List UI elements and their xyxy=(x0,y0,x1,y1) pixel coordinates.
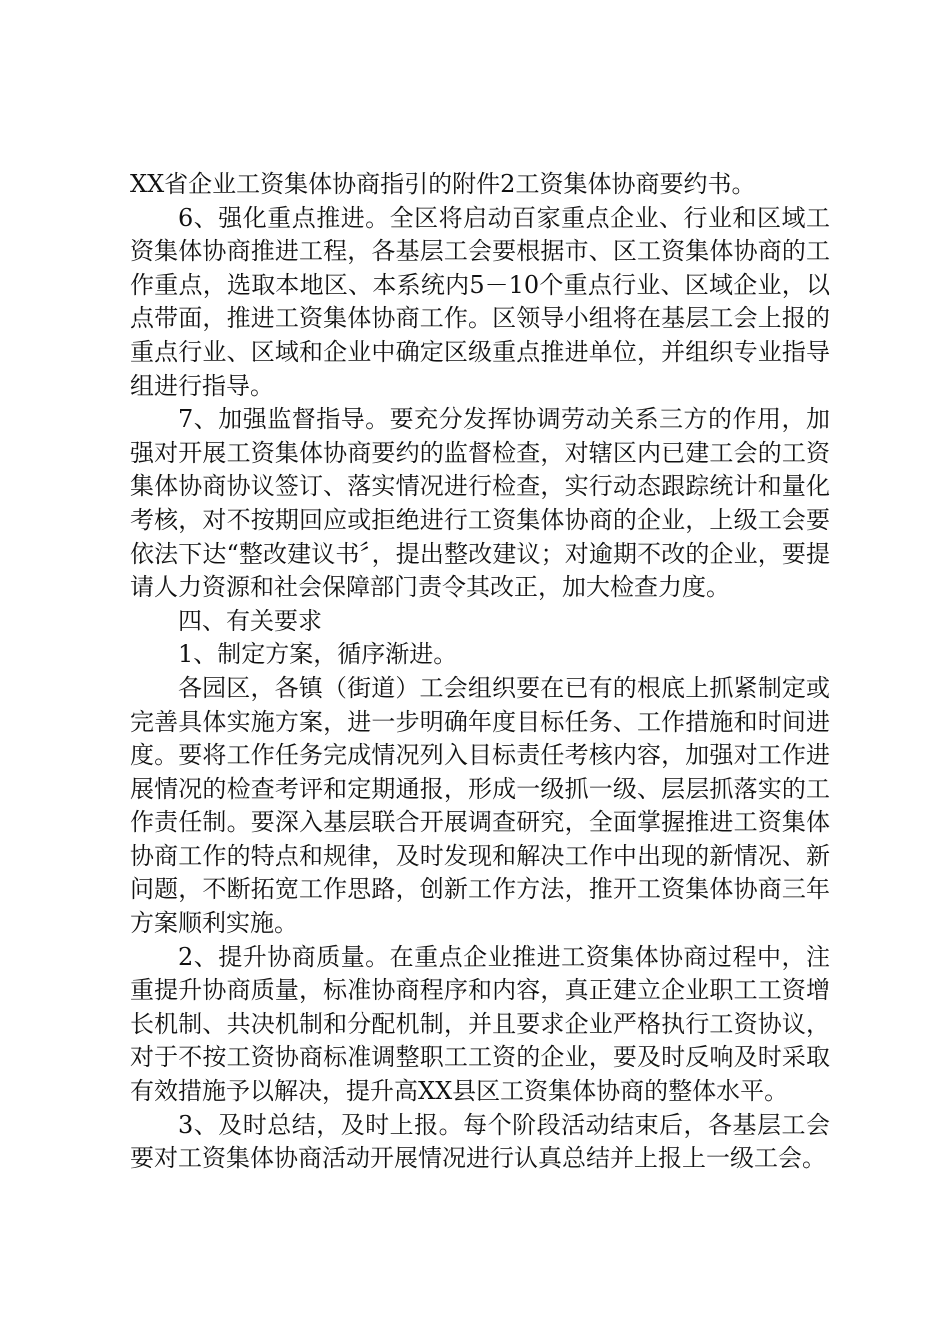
paragraph-item-6: 6、强化重点推进。全区将启动百家重点企业、行业和区域工资集体协商推进工程，各基层工会要根据市、区工资集体协商的工作重点，选取本地区、本系统内5－10个重点行业、区域企业，以点带面，推进工资集体协商工作。区领导小组将在基层工会上报的重点行业、区域和企业中确定区级重点推进单位，并组织专业指导组进行指导。 xyxy=(130,203,830,400)
paragraph-continuation: XX省企业工资集体协商指引的附件2工资集体协商要约书。 xyxy=(130,170,756,198)
section-heading: 四、有关要求 xyxy=(178,606,322,635)
paragraph-item-2: 2、提升协商质量。在重点企业推进工资集体协商过程中，注重提升协商质量，标准协商程序和内容，真正建立企业职工工资增长机制、共决机制和分配机制，并且要求企业严格执行工资协议，对于不按工资协商标准调整职工工资的企业，要及时反响及时采取有效措施予以解决，提升高XX县区工资集体协商的整体水平。 xyxy=(130,942,830,1106)
paragraph-body: 各园区，各镇（街道）工会组织要在已有的根底上抓紧制定或完善具体实施方案，进一步明确年度目标任务、工作措施和时间进度。要将工作任务完成情况列入目标责任考核内容，加强对工作进展情况的检查考评和定期通报，形成一级抓一级、层层抓落实的工作责任制。要深入基层联合开展调查研究，全面掌握推进工资集体协商工作的特点和规律，及时发现和解决工作中出现的新情况、新问题，不断拓宽工作思路，创新工作方法，推开工资集体协商三年方案顺利实施。 xyxy=(130,673,830,938)
paragraph-item-3: 3、及时总结，及时上报。每个阶段活动结束后，各基层工会要对工资集体协商活动开展情况进行认真总结并上报上一级工会。 xyxy=(130,1110,830,1173)
document-page xyxy=(130,168,830,1176)
paragraph-subheading-1: 1、制定方案，循序渐进。 xyxy=(178,640,458,669)
paragraph-item-7: 7、加强监督指导。要充分发挥协调劳动关系三方的作用，加强对开展工资集体协商要约的监督检查，对辖区内已建工会的工资集体协商协议签订、落实情况进行检查，实行动态跟踪统计和量化考核，对不按期回应或拒绝进行工资集体协商的企业，上级工会要依法下达“整改建议书〞，提出整改建议；对逾期不改的企业，要提请人力资源和社会保障部门责令其改正，加大检查力度。 xyxy=(130,405,830,602)
